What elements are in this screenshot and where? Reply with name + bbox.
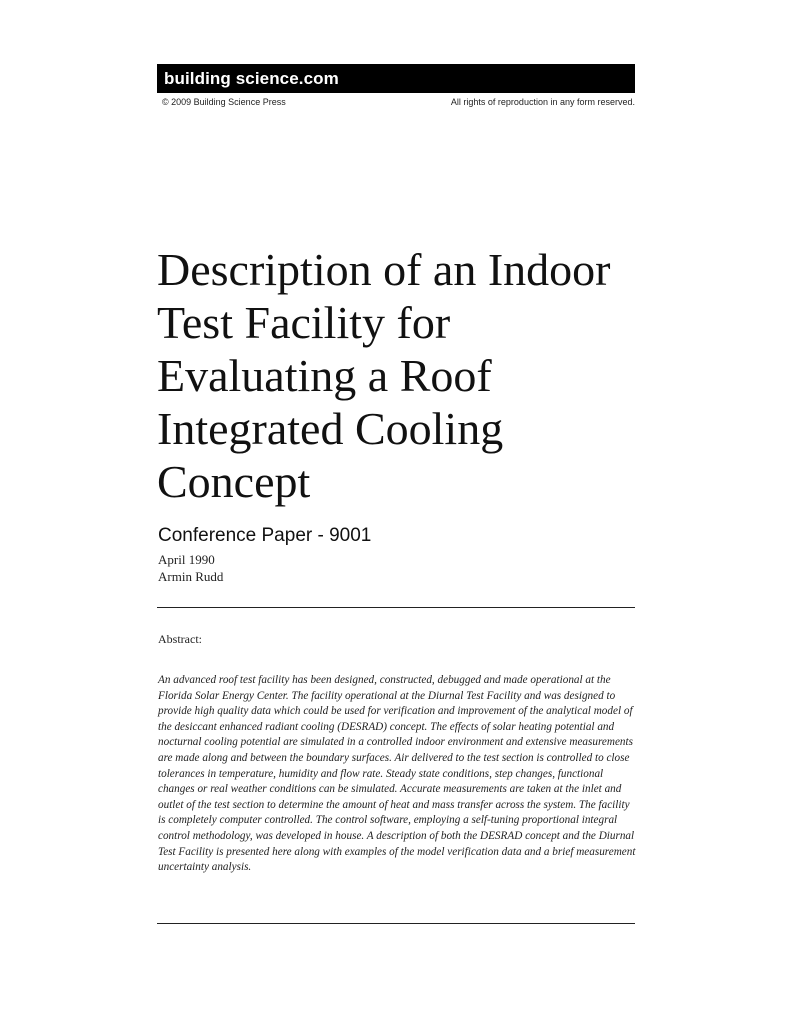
- rights-notice: All rights of reproduction in any form reserved.: [450, 97, 635, 107]
- page-title: Description of an Indoor Test Facility for Evaluating a Roof Integrated Cooling Concept: [157, 244, 611, 507]
- document-subtitle: Conference Paper - 9001: [158, 525, 372, 546]
- header-banner: [157, 64, 635, 93]
- copyright-notice: © 2009 Building Science Press: [162, 97, 286, 107]
- publication-date: April 1990: [158, 552, 215, 567]
- divider-top: [157, 607, 635, 608]
- author-name: Armin Rudd: [158, 569, 224, 584]
- abstract-heading: Abstract:: [158, 632, 202, 646]
- abstract-text: An advanced roof test facility has been designed, constructed, debugged and made operational at the Florida Solar Energy Center. The facility operational at the Diurnal Test Facility and was designed to provide high quality data which could be used for verification and improvement of the analytical model of the desiccant enhanced radiant cooling (DESRAD) concept. The effects of solar heating potential and nocturnal cooling potential are simulated in a controlled indoor environment and extensive measurements are made along and between the boundary surfaces. Air delivered to the test section is controlled to close tolerances in temperature, humidity and flow rate. Steady state conditions, step changes, functional changes or real weather conditions can be simulated. Accurate measurements are taken at the inlet and outlet of the test section to determine the amount of heat and mass transfer across the system. The facility is completely computer controlled. The control software, employing a self-tuning proportional integral control methodology, was developed in house. A description of both the DESRAD concept and the Diurnal Test Facility is presented here along with examples of the model verification data and a brief measurement uncertainty analysis.: [158, 674, 636, 874]
- divider-bottom: [157, 923, 635, 924]
- publisher-logo-text: building science.com: [164, 68, 339, 88]
